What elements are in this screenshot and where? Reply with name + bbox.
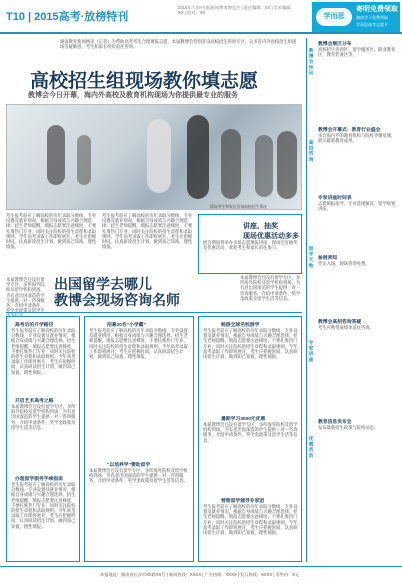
bottom-col1-text2: 本届教博会还设有留学专区，多所海外院校及留学机构到场，为有意出国深造的学生提供一对一咨询服务，介绍申请条件、奖学金政策及留学生活等信息。 [11, 405, 76, 431]
article1-col1: 考生报考前应了解高校的历年录取分数线、专业设置及就业情况，根据自身成绩与兴趣合理选择。招生老师提醒，填报志愿要注意梯度，不要扎堆热门专业，同时关注院校的招生章程和录取规则。今年高考录取工作即将展开，考生应把握时间，认真研读招生计划，做到知己知彼，理性填报。 [6, 214, 97, 251]
lead-intro: 湖南教育新闻网讯（记者）为帮助高考考生合理填报志愿，本届教博会特别开设高校招生咨询专区，众多省内外高校招生组现场答疑解惑，考生和家长纷纷前往咨询。 [60, 40, 297, 51]
article2-side: 本届教博会还设有留学专区，多所海外院校及留学机构到场，为有意出国深造的学生提供一对一咨询服务，介绍申请条件、 [6, 278, 45, 310]
side-tab: 留学天地 [309, 246, 314, 269]
issue-line: 2015年大国中国(湖南)教育博览会 | 责任编辑：XX | 美术编辑：XX | 校对：XX [178, 5, 295, 15]
bottom-col1-title: 高考后的升学路径 [15, 323, 54, 328]
bottom-col1-text: 考生报考前应了解高校的历年录取分数线、专业设置及就业情况，根据自身成绩与兴趣合理选择。招生老师提醒，填报志愿要注意梯度，不要扎堆热门专业，同时关注院校的招生章程和录取规则。今年高考录取工作即将展开，考生应把握时间，认真研读招生计划，做到知己知彼，理性填报。 [11, 329, 76, 376]
ad-line-2: 学而思高考志愿卡 [356, 22, 388, 27]
sidebar-item-title: 教博会展区分布 [318, 42, 352, 47]
sidebar-item-title: 参展须知 [318, 256, 338, 261]
sidebar-item-title: 教博会开幕式：教育行业盛会 [318, 128, 381, 133]
bottom-col3-text2: 本届教博会还设有留学专区，多所海外院校及留学机构到场，为有意出国深造的学生提供一对一咨询服务，介绍申请条件、奖学金政策及留学生活等信息。 [203, 423, 298, 444]
bottom-col1-section1: 开启艺术高考之路 [15, 399, 54, 404]
page-footer: 本报地址：湖南省长沙市XX路XX号 | 新闻热线：XXXX | 广告热线：XXXX | 发行热线：XXXX | 零售价：X元 [0, 566, 402, 582]
sidebar-item-body: 高校招生咨询区、留学服务区、职业教育区、教育装备区等。 [318, 48, 396, 59]
bottom-col3-section1: 暑期学习3000元优惠 [221, 417, 266, 422]
side-tab: 教博会快讯 [309, 48, 314, 76]
bottom-col1-text3: 考生报考前应了解高校的历年录取分数线、专业设置及就业情况，根据自身成绩与兴趣合理选择。招生老师提醒，填报志愿要注意梯度，不要扎堆热门专业，同时关注院校的招生章程和录取规则。今年高考录取工作即将展开，考生应把握时间，认真研读招生计划，做到知己知彼，理性填报。 [11, 483, 76, 530]
ad-headline: 寄明免费领取 [356, 6, 398, 13]
side-tab: 高招咨询 [309, 140, 314, 163]
ad-logo: 学而思 [316, 8, 352, 26]
callout-title: 讲座、抽奖 现场优惠活动多多 [243, 223, 299, 240]
side-tab: 优惠活动 [309, 436, 314, 459]
lead-headline: 高校招生组现场教你填志愿 [30, 71, 259, 92]
sidebar-item-body: 发布最新招生政策与院校动态。 [318, 426, 379, 431]
page-section-label: T10 | 2015高考·放榜特刊 [6, 11, 129, 23]
ad-line-1: 湖南学子免费领取 [356, 15, 388, 20]
photo-caption: 现场考生和家长咨询高校招生情况 [210, 204, 267, 209]
bottom-col1-section2: 办理留学服务手续指南 [15, 477, 63, 482]
side-tab: 专家讲座 [309, 340, 314, 363]
bottom-col2-text: 考生报考前应了解高校的历年录取分数线、专业设置及就业情况，根据自身成绩与兴趣合理选择。招生老师提醒，填报志愿要注意梯度，不要扎堆热门专业，同时关注院校的招生章程和录取规则。今年高考录取工作即将展开，考生应把握时间，认真研读招生计划，做到知己知彼，理性填报。 [89, 329, 188, 361]
sidebar-item-title: 教博会高招咨询答疑 [318, 320, 362, 325]
lead-subheadline: 教博会今日开幕，海内外高校及教育机构现场为你提供最专业的服务 [28, 92, 238, 99]
section-divider [6, 312, 302, 313]
sidebar-item-title: 教育信息发布会 [318, 420, 352, 425]
bottom-col3-text3: 考生报考前应了解高校的历年录取分数线、专业设置及就业情况，根据自身成绩与兴趣合理选择。招生老师提醒，填报志愿要注意梯度，不要扎堆热门专业，同时关注院校的招生章程和录取规则。今年高考录取工作即将展开，考生应把握时间，认真研读招生计划，做到知己知彼，理性填报。 [203, 505, 298, 537]
bottom-column-3 [198, 316, 302, 562]
sidebar-item-body: 凭证入场，现场咨询免费。 [318, 262, 370, 267]
bottom-column-1 [6, 316, 80, 562]
bottom-col3-section2: 营销留学辅导专家团 [221, 499, 265, 504]
bottom-col3-title: 畅游全球名校游学 [221, 323, 260, 328]
callout-body: 展会期间将举办多场志愿填报讲座，现场还有抽奖及优惠活动，欢迎考生和家长前往参与。 [203, 241, 298, 252]
bottom-col2-title: 招募20名“小学霸” [107, 323, 146, 328]
sidebar-item-body: 来自海内外的教育机构与院校齐聚星城，展示最新教育成果。 [318, 134, 396, 145]
article2-headline: 出国留学去哪儿 教博会现场咨询名师 [54, 276, 180, 308]
sidebar-rule [306, 38, 307, 562]
sidebar-item-body: 志愿填报指导、专业选择解读、留学规划讲座。 [318, 202, 396, 213]
header-ad[interactable] [312, 2, 400, 32]
bottom-col2-text2: 本届教博会还设有留学专区，多所海外院校及留学机构到场，为有意出国深造的学生提供一对一咨询服务，介绍申请条件、奖学金政策及留学生活等信息。 [89, 469, 188, 485]
sidebar-item-title: 专家讲座时间表 [318, 196, 352, 201]
bottom-col2-section1: “以培养学”赞助留学 [107, 463, 151, 468]
article2-body-right: 本届教博会还设有留学专区，多所海外院校及留学机构到场，为有意出国深造的学生提供一对一咨询服务，介绍申请条件、奖学金政策及留学生活等信息。 [240, 276, 301, 302]
callout-box [198, 214, 302, 274]
bottom-col3-text: 考生报考前应了解高校的历年录取分数线、专业设置及就业情况，根据自身成绩与兴趣合理选择。招生老师提醒，填报志愿要注意梯度，不要扎堆热门专业，同时关注院校的招生章程和录取规则。今年高考录取工作即将展开，考生应把握时间，认真研读招生计划，做到知己知彼，理性填报。 [203, 329, 298, 361]
lead-photo [6, 104, 302, 210]
article1-col2: 考生报考前应了解高校的历年录取分数线、专业设置及就业情况，根据自身成绩与兴趣合理选择。招生老师提醒，填报志愿要注意梯度，不要扎堆热门专业，同时关注院校的招生章程和录取规则。今年高考录取工作即将展开，考生应把握时间，认真研读招生计划，做到知己知彼，理性填报。 [102, 214, 193, 251]
page-header [0, 0, 402, 34]
bottom-column-2 [84, 316, 194, 562]
sidebar-item-body: 考生可携带成绩单前往咨询。 [318, 326, 374, 331]
